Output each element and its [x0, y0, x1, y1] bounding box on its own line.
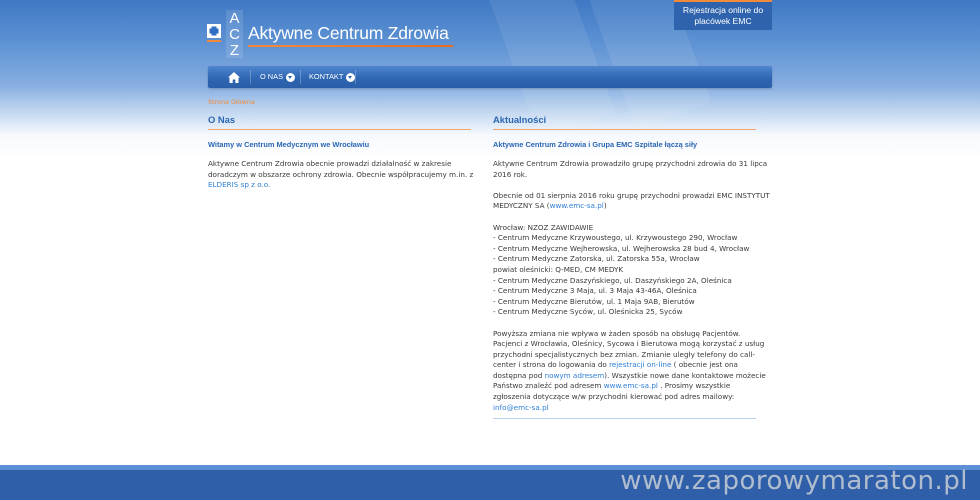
logo-letter-a: A	[229, 10, 240, 27]
about-line: Aktywne Centrum Zdrowia obecnie prowadzi działalność w zakresie	[208, 159, 452, 168]
registration-line-1: Rejestracja online do	[682, 5, 764, 15]
nav-home-button[interactable]	[220, 66, 248, 88]
news-line: center i strona do logowania do rejestracji on-line ( obecnie jest ona	[493, 360, 738, 370]
nav-item-o-nas-label: O NAS	[260, 72, 283, 81]
nav-separator	[250, 70, 251, 84]
news-body	[493, 159, 770, 413]
news-line: zgłoszenia dotyczące w/w przychodni kierować pod adres mailowy:	[493, 392, 735, 402]
wroclaw-heading: Wrocław: NZOZ ZAWIDAWIE	[493, 222, 594, 232]
article-divider	[493, 418, 756, 419]
home-icon	[228, 72, 240, 83]
email-link[interactable]: info@emc-sa.pl	[493, 402, 549, 412]
chevron-down-icon	[286, 73, 295, 82]
emc-website-link-2[interactable]: www.emc-sa.pl	[603, 381, 658, 391]
clinic-list-item: - Centrum Medyczne Daszyńskiego, ul. Daszyńskiego 2A, Oleśnica	[493, 275, 732, 285]
news-line: Pacjenci z Wrocławia, Oleśnicy, Sycowa i Bierutowa mogą korzystać z usług	[493, 339, 765, 349]
nav-separator	[355, 70, 356, 84]
about-column	[208, 114, 474, 191]
news-line: dostępna pod nowym adresem). Wszystkie nowe dane kontaktowe możecie	[493, 370, 766, 380]
nav-separator	[300, 70, 301, 84]
about-paragraph	[208, 159, 474, 191]
about-section-title: O Nas	[208, 114, 471, 130]
clinic-list-item: - Centrum Medyczne Zatorska, ul. Zatorska 55a, Wrocław	[493, 254, 700, 264]
breadcrumb[interactable]: Strona Główna	[208, 98, 255, 106]
clinic-list-item: - Centrum Medyczne Krzywoustego, ul. Krzywoustego 290, Wrocław	[493, 233, 738, 243]
watermark-text: www.zaporowymaraton.pl	[620, 466, 968, 496]
brand-name: Aktywne Centrum Zdrowia	[248, 23, 449, 43]
news-line: Państwo znaleźć pod adresem www.emc-sa.pl . Prosimy wszystkie	[493, 381, 731, 391]
nav-item-kontakt[interactable]	[309, 66, 355, 88]
nav-item-kontakt-label: KONTAKT	[309, 72, 344, 81]
about-article-title[interactable]: Witamy w Centrum Medycznym we Wrocławiu	[208, 140, 370, 149]
logo-letter-z: Z	[229, 42, 240, 58]
new-address-link[interactable]: nowym adresem	[544, 370, 605, 380]
news-article-title[interactable]: Aktywne Centrum Zdrowia i Grupa EMC Szpitale łączą siły	[493, 140, 698, 149]
olesnica-heading: powiat oleśnicki: Q-MED, CM MEDYK	[493, 264, 624, 274]
clinic-list-item: - Centrum Medyczne Syców, ul. Oleśnicka 25, Syców	[493, 307, 683, 317]
acz-logo-mark	[207, 10, 243, 58]
news-line: MEDYCZNY SA (www.emc-sa.pl)	[493, 201, 607, 211]
registration-line-2: placówek EMC	[694, 16, 752, 26]
clinic-list-item: - Centrum Medyczne Wejherowska, ul. Wejherowska 28 bud 4, Wrocław	[493, 243, 750, 253]
online-registration-link[interactable]: rejestracji on-line	[609, 360, 672, 370]
clinic-list-item: - Centrum Medyczne 3 Maja, ul. 3 Maja 43-46A, Oleśnica	[493, 286, 697, 296]
chevron-down-icon	[346, 73, 355, 82]
logo-letter-c: C	[229, 26, 240, 43]
news-line: przychodni specjalistycznych bez zmian. Zmianie uległy telefony do call-	[493, 349, 755, 359]
news-line: Powyższa zmiana nie wpływa w żaden sposób na obsługę Pacjentów.	[493, 328, 741, 338]
about-line: doradczym w obszarze ochrony zdrowia. Obecnie współpracujemy m.in. z	[208, 169, 474, 179]
elderis-link[interactable]: ELDERIS sp z o.o.	[208, 180, 271, 190]
news-line: Obecnie od 01 sierpnia 2016 roku grupę przychodni prowadzi EMC INSTYTUT	[493, 190, 770, 200]
news-line: 2016 rok.	[493, 169, 528, 179]
emc-website-link[interactable]: www.emc-sa.pl	[549, 201, 604, 211]
news-line: Aktywne Centrum Zdrowia prowadziło grupę przychodni zdrowia do 31 lipca	[493, 159, 768, 168]
nav-item-o-nas[interactable]	[260, 66, 295, 88]
site-logo[interactable]	[207, 10, 447, 58]
clinic-list-item: - Centrum Medyczne Bierutów, ul. 1 Maja 9AB, Bierutów	[493, 296, 695, 306]
main-navigation	[208, 66, 772, 88]
online-registration-button[interactable]	[674, 0, 772, 30]
logo-underline	[248, 45, 453, 47]
news-section-title: Aktualności	[493, 114, 756, 130]
news-column	[493, 114, 770, 419]
